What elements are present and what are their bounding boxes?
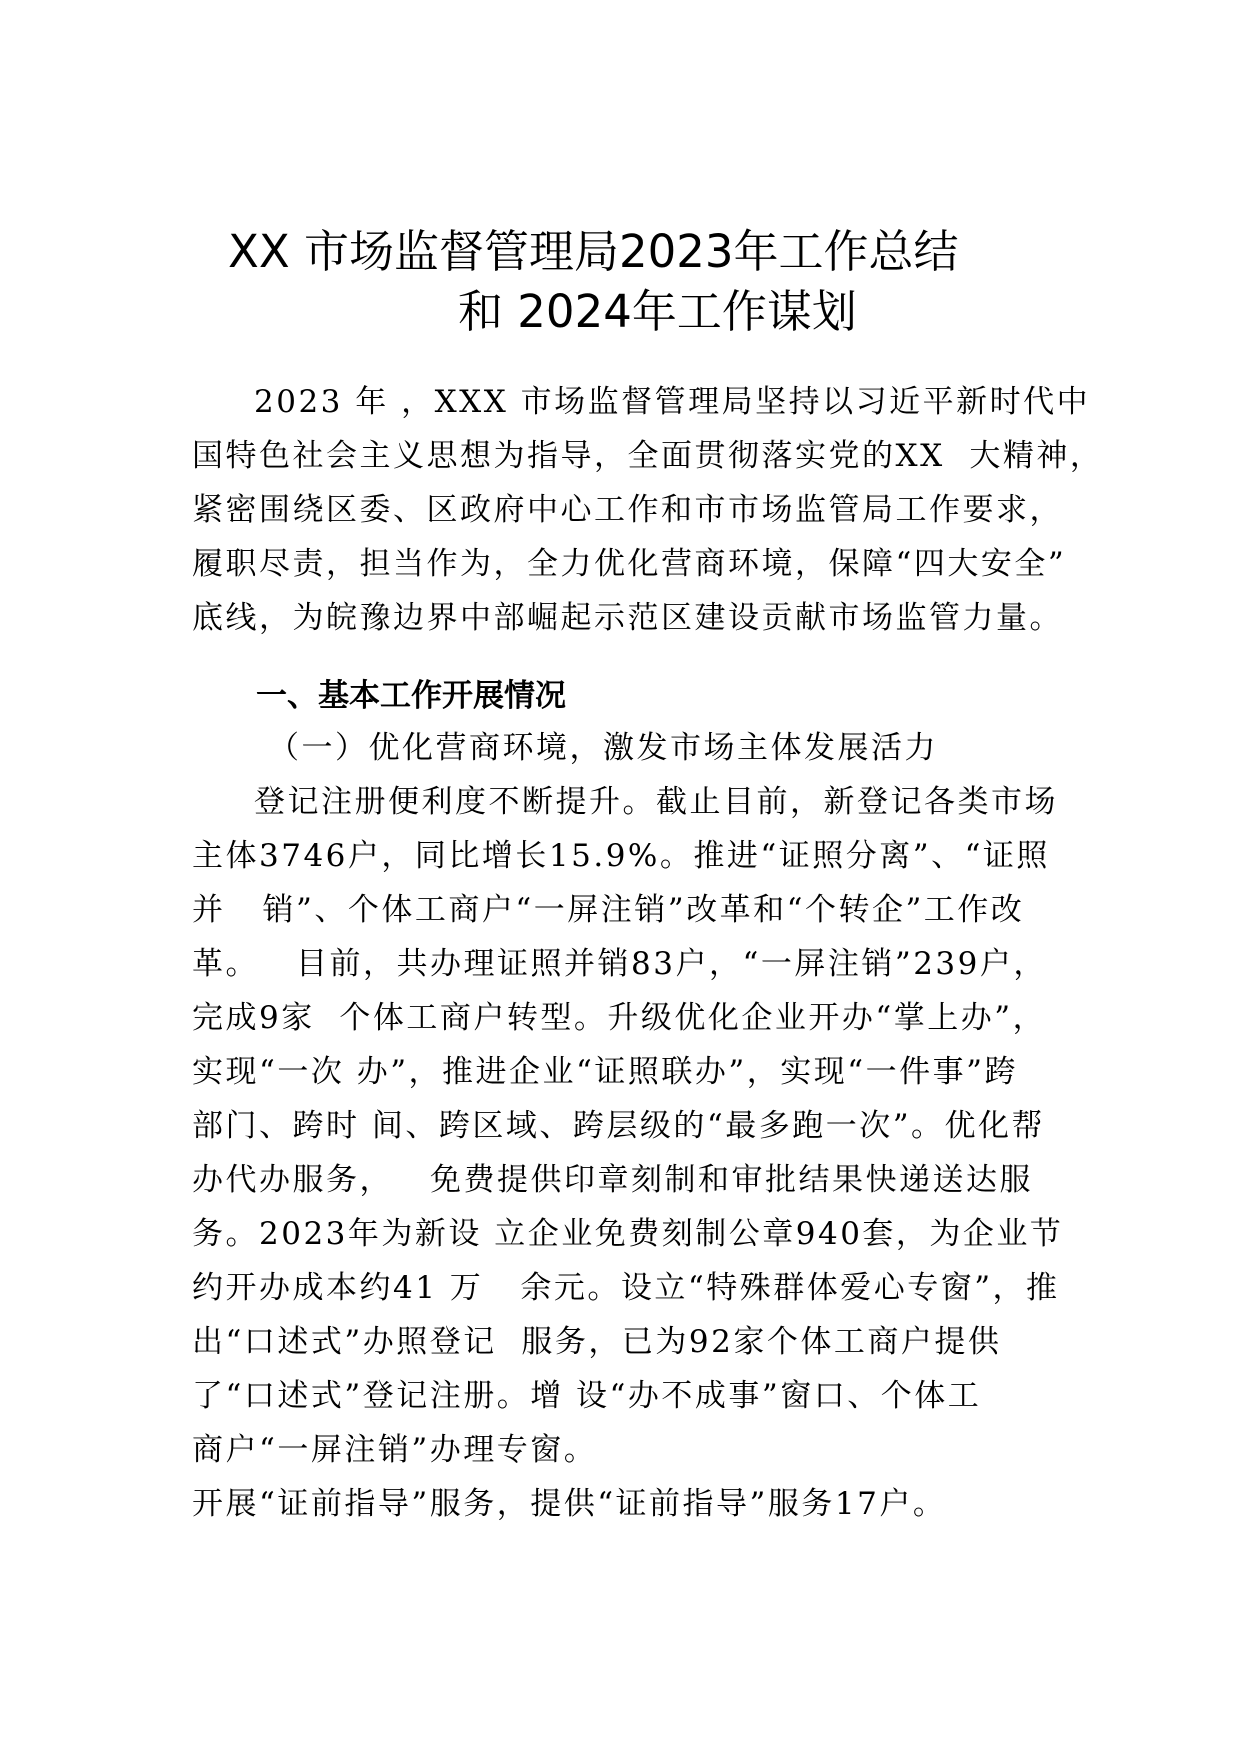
document-title-line-2: 和 2024年工作谋划 [458, 285, 857, 338]
section-heading: 一、基本工作开展情况 [256, 678, 566, 714]
body-paragraph-line: 主体3746户，同比增长15.9%。推进“证照分离”、“证照 [192, 838, 1050, 874]
intro-paragraph-line: 2023 年 ，XXX 市场监督管理局坚持以习近平新时代中 [254, 384, 1091, 420]
body-paragraph-line: 约开办成本约41 万 余元。设立“特殊群体爱心专窗”，推 [192, 1270, 1060, 1306]
body-paragraph-line: 完成9家 个体工商户转型。升级优化企业开办“掌上办”， [192, 1000, 1047, 1036]
body-paragraph-line: 了“口述式”登记注册。增 设“办不成事”窗口、个体工 [192, 1378, 982, 1414]
intro-paragraph-line: 履职尽责，担当作为，全力优化营商环境，保障“四大安全” [192, 546, 1067, 582]
body-paragraph-line: 部门、跨时 间、跨区域、跨层级的“最多跑一次”。优化帮 [192, 1108, 1046, 1144]
intro-paragraph-line: 国特色社会主义思想为指导，全面贯彻落实党的XX 大精神， [192, 438, 1104, 474]
body-paragraph-line: 出“口述式”办照登记 服务，已为92家个体工商户提供 [192, 1324, 1002, 1360]
document-title-line-1: XX 市场监督管理局2023年工作总结 [228, 225, 959, 278]
body-paragraph-line: 商户“一屏注销”办理专窗。 [192, 1432, 598, 1468]
intro-paragraph-line: 底线，为皖豫边界中部崛起示范区建设贡献市场监管力量。 [192, 600, 1063, 636]
body-paragraph-line: 登记注册便利度不断提升。截止目前，新登记各类市场 [254, 784, 1058, 820]
body-paragraph-line: 并 销”、个体工商户“一屏注销”改革和“个转企”工作改 [192, 892, 1025, 928]
body-paragraph-line: 实现“一次 办”，推进企业“证照联办”，实现“一件事”跨 [192, 1054, 1018, 1090]
body-paragraph-line: 务。2023年为新设 立企业免费刻制公章940套，为企业节 [192, 1216, 1064, 1252]
body-paragraph-line: 办代办服务， 免费提供印章刻制和审批结果快递送达服 [192, 1162, 1034, 1198]
body-paragraph-line: 革。 目前，共办理证照并销83户，“一屏注销”239户， [192, 946, 1047, 982]
intro-paragraph-line: 紧密围绕区委、区政府中心工作和市市场监管局工作要求， [192, 492, 1063, 528]
body-paragraph-line: 开展“证前指导”服务，提供“证前指导”服务17户。 [192, 1486, 947, 1522]
subsection-heading: （一）优化营商环境，激发市场主体发展活力 [268, 730, 938, 766]
